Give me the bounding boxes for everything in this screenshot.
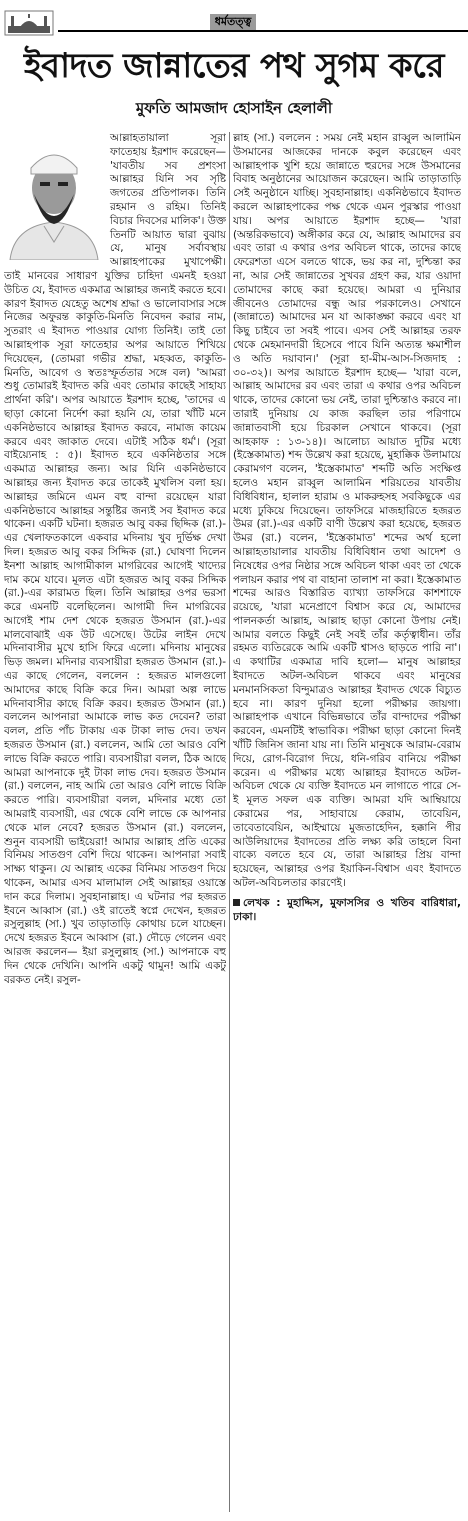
author-credit-label: লেখক :	[243, 896, 281, 909]
right-column-text: ল্লাহ (সা.) বললেন : সময় নেই মহান রাব্বুল আলামিন উসমানের আজকের দানকে কবুল করেছেন এবং আল্লাহপাক খুশি হয়ে জান্নাতে হুরদের সঙ্গে উসমানের বিবাহ অনুষ্ঠানের আয়োজন করেছেন। আমি তাড়াতাড়ি সেই অনুষ্ঠানে যাচ্ছি। সুবহানাল্লাহ। একনিষ্ঠভাবে ইবাদত করলে আল্লাহপাকের পক্ষ থেকে এমন পুরস্কার পাওয়া যায়। অপর আয়াতে ইরশাদ হচ্ছে— 'যারা (অন্তরিকভাবে) অঙ্গীকার করে যে, আল্লাহ আমাদের রব এবং তারা এ কথার ওপর অবিচল থাকে, তাদের কাছে ফেরেশতা এসে বলতে থাকে, ভয় কর না, দুশ্চিন্তা কর না, আর সেই জান্নাতের সুখবর গ্রহণ কর, যার ওয়াদা তোমাদের কাছে করা হয়েছে। আমরা এ দুনিয়ার জীবনেও তোমাদের বন্ধু আর পরকালেও। সেখানে (জান্নাতে) আমাদের মন যা আকাঙ্ক্ষা করবে এবং যা কিছু চাইবে তা সবই পাবে। এসব সেই আল্লাহর তরফ থেকে মেহমানদারী হিসেবে পাবে যিনি অত্যন্ত ক্ষমাশীল ও অতি দয়াবান।' (সূরা হা-মীম-আস-সিজদাহ : ৩০-৩২)। অপর আয়াতে ইরশাদ হচ্ছে— 'যারা বলে, আল্লাহ আমাদের রব এবং তারা এ কথার ওপর অবিচল থাকে, তাদের কোনো ভয় নেই, তারা দুশ্চিন্তাও করবে না। তারাই দুনিয়ায় যে কাজ করছিল তার পরিণামে জান্নাতবাসী হয়ে চিরকাল সেখানে থাকবে। (সূরা আহকাফ : ১৩-১৪)। আলোচ্য আয়াত দুটির মধ্যে (ইস্তেকামাত) শব্দ উল্লেখ করা হয়েছে, মুহাক্কিক উলামায়ে কেরামগণ বলেন, 'ইস্তেকামাত' শব্দটি অতি সংক্ষিপ্ত হলেও মহান রাব্বুল আলামিন শরিয়তের যাবতীয় বিধিবিধান, হালাল হারাম ও মাকরুহসহ সবকিছুকে এর মধ্যে ঢুকিয়ে দিয়েছেন। তাফসিরে মাজহারিতে হজরত উমর (রা.)-এর একটি বাণী উল্লেখ করা হয়েছে, হজরত উমর (রা.) বলেন, 'ইস্তেকামাত' শব্দের অর্থ হলো আল্লাহতায়ালার যাবতীয় বিধিবিধান তথা আদেশ ও নিষেধের ওপর নিষ্ঠার সঙ্গে অবিচল থাকা এবং তা থেকে পলায়ন করার পথ বা বাহানা তালাশ না করা। ইস্তেকামাত শব্দের আরও বিস্তারিত ব্যাখ্যা তাফসিরে কাশশাফে রয়েছে, 'যারা মনেপ্রাণে বিশ্বাস করে যে, আমাদের পালনকর্তা আল্লাহ, আল্লাহ ছাড়া কোনো উপায় নেই। আমার বলতে কিছুই নেই সবই তাঁর কর্তৃত্বাধীন। তাঁর রহমত ব্যতিরেকে আমি একটি শ্বাসও ছাড়তে পারি না'। এ কথাটির একমাত্র দাবি হলো— মানুষ আল্লাহর ইবাদতে অটল-অবিচল থাকবে এবং মানুষের মনমানসিকতা বিন্দুমাত্রও আল্লাহর ইবাদত থেকে বিচ্যুত হবে না। কারণ দুনিয়া হলো পরীক্ষার জায়গা। আল্লাহপাক এখানে বিভিন্নভাবে তাঁর বান্দাদের পরীক্ষা করবেন, এমনটিই স্বাভাবিক। পরীক্ষা ছাড়া কোনো দিনই খাঁটি জিনিস জানা যায় না। তিনি মানুষকে আরাম-বেরাম দিয়ে, রোগ-বিরোগ দিয়ে, ধনি-গরিব বানিয়ে পরীক্ষা করেন। এ পরীক্ষার মধ্যে আল্লাহর ইবাদতে অটল-অবিচল থেকে যে ব্যক্তি ইবাদতে মন লাগাতে পারে সে-ই মূলত সফল এক ব্যক্তি। আমরা যদি আম্বিয়ায়ে কেরামের পর, সাহাবায়ে কেরাম, তাবেয়িন, তাবেতাবেয়িন, আইম্মায়ে মুজতাহেদিন, হক্কানি পীর আউলিয়াদের ইবাদতের প্রতি লক্ষ্য করি তাহলে বিনা বাক্যে বলতে হবে যে, তারা আল্লাহর প্রিয় বান্দা হয়েছেন, আল্লাহর ওপর ইয়াকিন-বিশ্বাস এবং ইবাদতে অটল-অবিচলতার কারণেই।	[233, 132, 461, 890]
left-column-text: আল্লাহতায়ালা সূরা ফাতেহায় ইরশাদ করেছেন— 'যাবতীয় সব প্রশংসা আল্লাহর যিনি সব সৃষ্টি জগতের প্রতিপালক। তিনি রহমান ও রহিম। তিনিই বিচার দিবসের মালিক'। উক্ত তিনটি আয়াত দ্বারা বুঝায় যে, মানুষ সর্বাবস্থায় আল্লাহপাকের মুখাপেক্ষী। তাই মানবের সাধারণ যুক্তির চাহিদা এমনই হওয়া উচিত যে, ইবাদত একমাত্র আল্লাহর জন্যই করতে হবে। কারণ ইবাদত যেহেতু অশেষ শ্রদ্ধা ও ভালোবাসার সঙ্গে নিজের অফুরন্ত কাকুতি-মিনতি নিবেদন করার নাম, সুতরাং এ ইবাদত পাওয়ার যোগ্য তিনিই। তাই তো আল্লাহপাক সূরা ফাতেহার অপর আয়াতে শিখিয়ে দিয়েছেন, (তোমরা গভীর শ্রদ্ধা, মহব্বত, কাকুতি-মিনতি, আবেগ ও স্বতঃস্ফূর্ততার সঙ্গে বল) 'আমরা শুধু তোমারই ইবাদত করি এবং তোমার কাছেই সাহায্য প্রার্থনা করি'। অপর আয়াতে ইরশাদ হচ্ছে, 'তাদের এ ছাড়া কোনো নির্দেশ করা হয়নি যে, তারা খাঁটি মনে একনিষ্ঠভাবে আল্লাহর ইবাদত করবে, নামাজ কায়েম করবে এবং জাকাত দেবে। এটাই সঠিক ধর্ম'। (সূরা বাইয়্যেনাহ : ৫)। ইবাদত হবে একনিষ্ঠতার সঙ্গে একমাত্র আল্লাহর জন্য। আর যিনি একনিষ্ঠভাবে আল্লাহর জন্য ইবাদত করে তাকেই মুখলিস বলা হয়। আল্লাহর জমিনে এমন বহু বান্দা রয়েছেন যারা একনিষ্ঠভাবে আল্লাহর সন্তুষ্টির জন্যই সব ইবাদত করে থাকেন। একটি ঘটনা। হজরত আবু বকর ছিদ্দিক (রা.)-এর খেলাফতকালে একবার মদিনায় খুব দুর্ভিক্ষ দেখা দিল। হজরত আবু বকর সিদ্দিক (রা.) ঘোষণা দিলেন ইনশা আল্লাহ আগামীকাল মাগরিবের আগেই খাদ্যের দাম কমে যাবে। মূলত এটা হজরত আবু বকর সিদ্দিক (রা.)-এর কারামত ছিল। তিনি আল্লাহর ওপর ভরসা করে এমনটি বলেছিলেন। আগামী দিন মাগরিবের আগেই শাম দেশ থেকে হজরত উসমান (রা.)-এর মালবোঝাই এক উট এসেছে। উটের লাইন দেখে মদিনাবাসীর মুখে হাসি ফিরে এলো। মদিনায় মানুষের ভিড় জমল। মদিনার ব্যবসায়ীরা হজরত উসমান (রা.)-এর কাছে গেলেন, বললেন : হজরত মালগুলো আমাদের কাছে বিক্রি করে দিন। আমরা অল্প লাভে মদিনাবাসীর কাছে বিক্রি করব। হজরত উসমান (রা.) বললেন আপনারা আমাকে লাভ কত দেবেন? তারা বলল, প্রতি পাঁচ টাকায় এক টাকা লাভ দেব। তখন হজরত উসমান (রা.) বললেন, আমি তো আরও বেশি লাভে বিক্রি করতে পারি। ব্যবসায়ীরা বলল, ঠিক আছে আমরা আপনাকে দুই টাকা লাভ দেব। হজরত উসমান (রা.) বললেন, নাহ আমি তো আরও বেশি লাভে বিক্রি করতে পারি। ব্যবসায়ীরা বলল, মদিনার মধ্যে তো আমরাই ব্যবসায়ী, এর থেকে বেশি লাভে কে আপনার থেকে মাল নেবে? হজরত উসমান (রা.) বললেন, শুনুন ব্যবসায়ী ভাইয়েরা! আমার আল্লাহ প্রতি একের বিনিময় সাতগুণ বেশি দিয়ে থাকেন। আপনারা সবাই সাক্ষ্য থাকুন। যে আল্লাহ একের বিনিময় সাতগুণ দিয়ে থাকেন, আমার এসব মালামাল সেই আল্লাহর ওয়াস্তে দান করে দিলাম। সুবহানাল্লাহ। এ ঘটনার পর হজরত ইবনে আব্বাস (রা.) ওই রাতেই স্বপ্নে দেখেন, হজরত রসুলুল্লাহ (সা.) খুব তাড়াতাড়ি কোথায় চলে যাচ্ছেন। দেখে হজরত ইবনে আব্বাস (রা.) দৌড়ে গেলেন এবং আরজ করলেন— ইয়া রসুলুল্লাহ (সা.) আপনাকে বহু দিন থেকে দেখিনি। আপনি একটু থামুন! আমি একটু বরকত নেই। রসুল-	[4, 132, 226, 986]
article-column-left	[4, 132, 226, 1512]
mosque-logo-icon	[4, 10, 54, 36]
headline: ইবাদত জান্নাতের পথ সুগম করে	[24, 46, 444, 86]
byline: মুফতি আমজাদ হোসাইন হেলালী	[135, 99, 333, 117]
author-credit	[233, 897, 461, 925]
author-portrait	[4, 134, 104, 260]
section-label: ধর্মতত্ত্ব	[210, 14, 256, 30]
header-rule	[58, 30, 468, 32]
section-header	[0, 0, 468, 40]
article-column-right	[233, 132, 461, 1517]
column-divider	[229, 132, 230, 1512]
bullet-square-icon	[233, 899, 240, 906]
author-credit-text: মুহাদ্দিস, মুফাসসির ও খতিব বারিধারা, ঢাকা।	[233, 896, 461, 923]
